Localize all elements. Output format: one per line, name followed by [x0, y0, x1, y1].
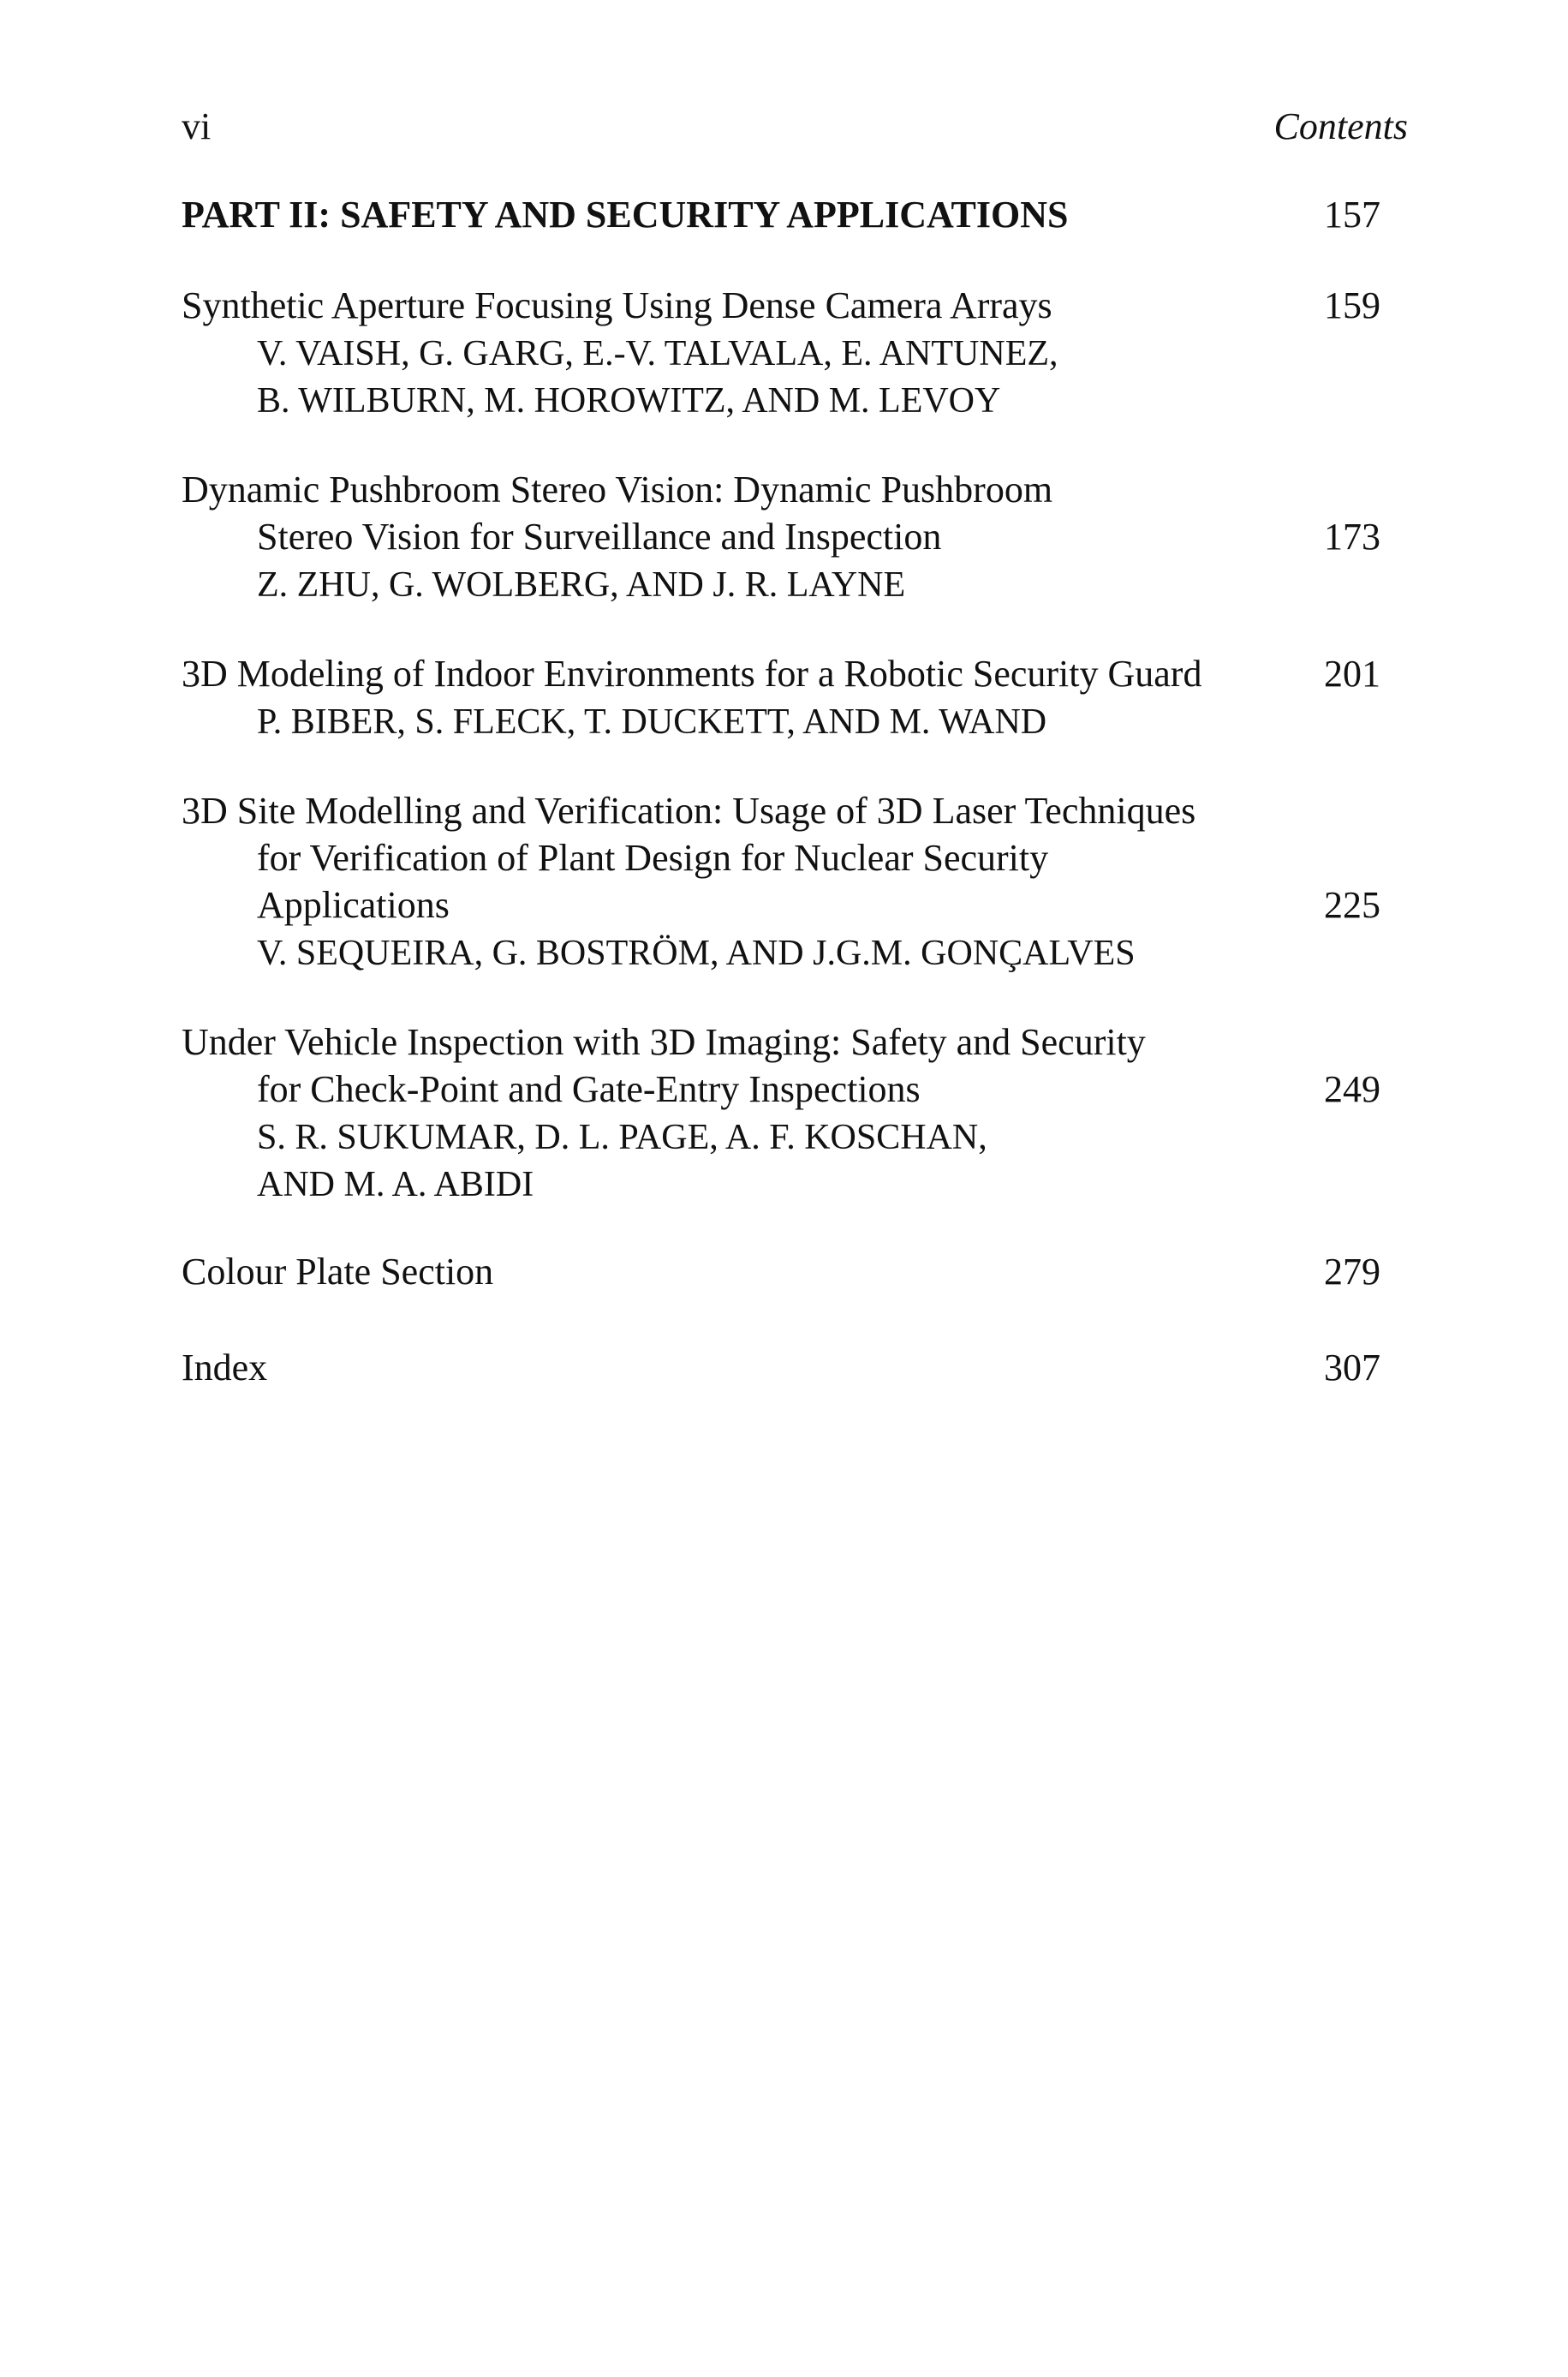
entry-authors-line: V. VAISH, G. GARG, E.-V. TALVALA, E. ANTUNEZ,	[257, 334, 1058, 373]
entry-page-number: 307	[1324, 1347, 1380, 1389]
entry-page-number: 159	[1324, 284, 1380, 326]
entry-authors-line: P. BIBER, S. FLECK, T. DUCKETT, AND M. WAND	[257, 702, 1047, 742]
entry-page-number: 279	[1324, 1251, 1380, 1293]
entry-title-line: Index	[182, 1347, 268, 1389]
entry-title-line: for Verification of Plant Design for Nuclear Security	[257, 837, 1049, 879]
entry-authors-line: S. R. SUKUMAR, D. L. PAGE, A. F. KOSCHAN,	[257, 1118, 987, 1157]
entry-title-line: Synthetic Aperture Focusing Using Dense Camera Arrays	[182, 284, 1052, 326]
running-header	[182, 101, 1408, 152]
entry-authors-line: V. SEQUEIRA, G. BOSTRÖM, AND J.G.M. GONÇALVES	[257, 934, 1136, 973]
entry-title-line: Applications	[257, 884, 450, 926]
entry-page-number: 225	[1324, 884, 1380, 926]
entry-title-line: 3D Site Modelling and Verification: Usage of 3D Laser Techniques	[182, 790, 1196, 832]
part-page-number: 157	[1324, 194, 1380, 236]
page-numeral: vi	[182, 105, 212, 147]
part-title: PART II: SAFETY AND SECURITY APPLICATIONS	[182, 194, 1069, 236]
entry-title-line: Dynamic Pushbroom Stereo Vision: Dynamic Pushbroom	[182, 469, 1053, 511]
entry-title-line: Stereo Vision for Surveillance and Inspection	[257, 516, 942, 558]
entry-page-number: 201	[1324, 653, 1380, 695]
running-title: Contents	[1273, 105, 1408, 147]
entry-page-number: 249	[1324, 1068, 1380, 1110]
entry-authors-line: AND M. A. ABIDI	[257, 1165, 534, 1204]
entry-page-number: 173	[1324, 516, 1380, 558]
entry-title-line: 3D Modeling of Indoor Environments for a Robotic Security Guard	[182, 653, 1202, 695]
entry-authors-line: Z. ZHU, G. WOLBERG, AND J. R. LAYNE	[257, 565, 906, 605]
entry-title-line: Under Vehicle Inspection with 3D Imaging: Safety and Security	[182, 1021, 1146, 1063]
entry-title-line: Colour Plate Section	[182, 1251, 494, 1293]
entry-authors-line: B. WILBURN, M. HOROWITZ, AND M. LEVOY	[257, 381, 1001, 421]
entry-title-line: for Check-Point and Gate-Entry Inspections	[257, 1068, 921, 1110]
